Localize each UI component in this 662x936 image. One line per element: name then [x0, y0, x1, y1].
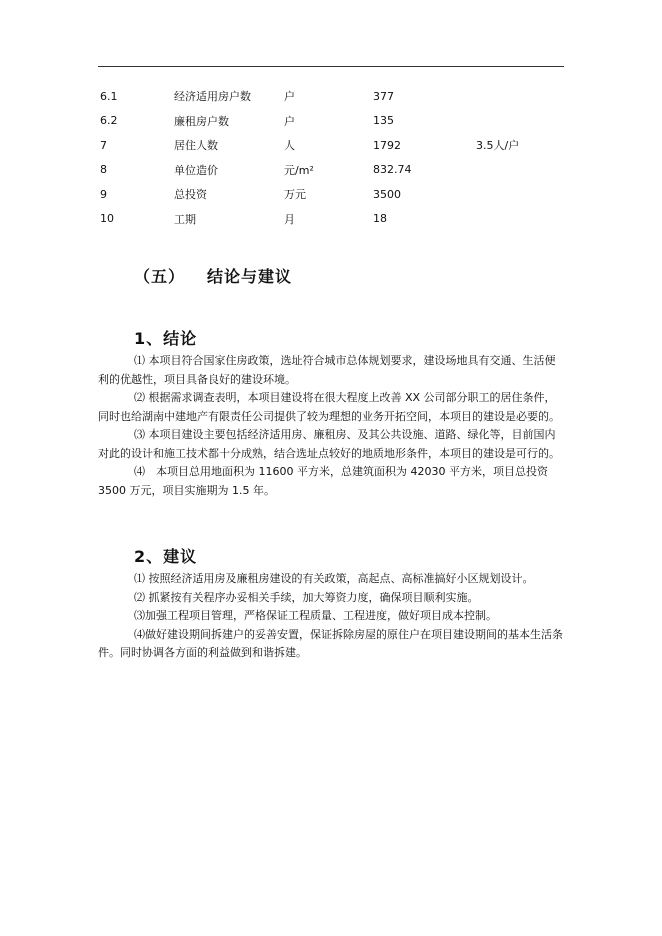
row-value: 18 [373, 212, 387, 226]
table-row [100, 133, 556, 158]
row-number: 7 [100, 138, 107, 152]
section-heading [134, 264, 292, 287]
conclusion-heading: 1、结论 [134, 329, 198, 348]
table-row [100, 84, 556, 109]
suggestion-para-3: ⑶加强工程项目管理，严格保证工程质量、工程进度，做好项目成本控制。 [134, 609, 497, 622]
table-row [100, 109, 556, 134]
row-item: 廉租房户数 [174, 114, 229, 128]
row-note [476, 158, 556, 183]
row-note [476, 84, 556, 109]
row-value: 377 [373, 89, 394, 103]
row-note [476, 207, 556, 232]
section-title: 结论与建议 [207, 267, 293, 286]
row-note: 3.5人/户 [476, 139, 520, 153]
row-number: 10 [100, 212, 114, 226]
conclusion-para-4: ⑷ 本项目总用地面积为 11600 平方米，总建筑面积为 42030 平方米，项目总投资 3500 万元，项目实施期为 1.5 年。 [98, 465, 548, 497]
row-note [476, 109, 556, 134]
row-item: 经济适用房户数 [174, 90, 251, 104]
suggestion-heading: 2、建议 [134, 547, 198, 566]
row-unit: 元/m² [284, 163, 314, 177]
suggestion-para-1: ⑴ 按照经济适用房及廉租房建设的有关政策，高起点、高标准搞好小区规划设计。 [134, 572, 534, 585]
conclusion-para-2: ⑵ 根据需求调查表明，本项目建设将在很大程度上改善 XX 公司部分职工的居住条件，同时也给湖南中建地产有限责任公司提供了较为理想的业务开拓空间，本项目的建设是必要的。 [98, 391, 560, 423]
suggestion-para-2: ⑵ 抓紧按有关程序办妥相关手续，加大筹资力度，确保项目顺利实施。 [134, 590, 479, 604]
row-item: 居住人数 [174, 139, 218, 153]
conclusion-para-3: ⑶ 本项目建设主要包括经济适用房、廉租房、及其公共设施、道路、绿化等，目前国内对此的设计和施工技术都十分成熟，结合选址点较好的地质地形条件，本项目的建设是可行的。 [98, 428, 560, 460]
suggestion-body [98, 570, 564, 663]
conclusion-body [98, 352, 564, 500]
row-value: 3500 [373, 187, 401, 201]
row-unit: 人 [284, 139, 295, 153]
table-row [100, 207, 556, 232]
row-unit: 月 [284, 212, 295, 226]
conclusion-para-1: ⑴ 本项目符合国家住房政策，选址符合城市总体规划要求，建设场地具有交通、生活便利的优越性，项目具备良好的建设环境。 [98, 354, 556, 386]
row-value: 832.74 [373, 163, 412, 177]
table-row [100, 182, 556, 207]
row-number: 8 [100, 163, 107, 177]
row-item: 工期 [174, 212, 196, 226]
section-number: （五） [134, 267, 186, 286]
table-row [100, 158, 556, 183]
row-unit: 户 [284, 90, 295, 104]
indicator-table [100, 84, 556, 231]
row-unit: 户 [284, 114, 295, 128]
row-item: 单位造价 [174, 163, 218, 177]
row-item: 总投资 [174, 188, 207, 202]
suggestion-para-4: ⑷做好建设期间拆建户的妥善安置，保证拆除房屋的原住户在项目建设期间的基本生活条件。同时协调各方面的利益做到和谐拆建。 [98, 627, 563, 659]
row-value: 1792 [373, 138, 401, 152]
row-value: 135 [373, 114, 394, 128]
row-number: 6.2 [100, 114, 118, 128]
header-rule [98, 66, 564, 67]
row-note [476, 182, 556, 207]
row-unit: 万元 [284, 188, 306, 202]
row-number: 9 [100, 187, 107, 201]
row-number: 6.1 [100, 89, 118, 103]
